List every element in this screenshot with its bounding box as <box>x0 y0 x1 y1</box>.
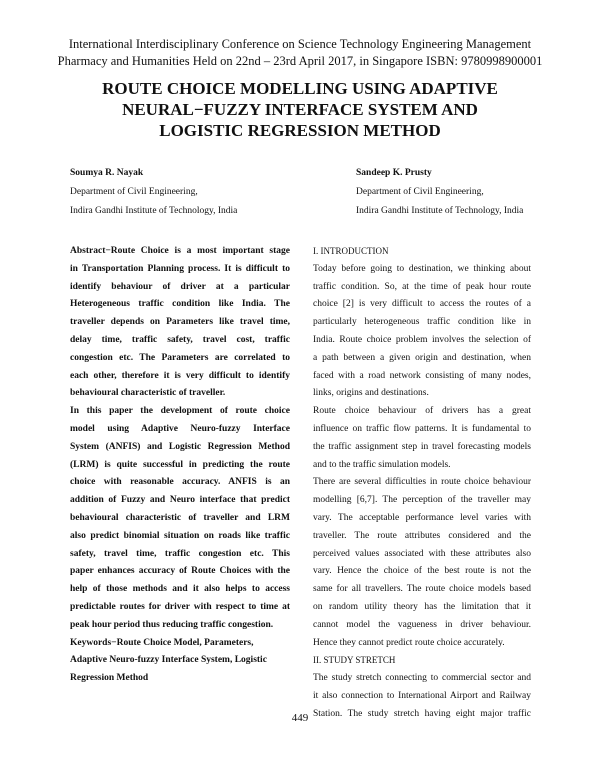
conference-line-1: International Interdisciplinary Conference on Science Technology Engineering Management <box>68 37 532 51</box>
text-line: it also connection to International Airport and Railway <box>313 690 531 701</box>
text-line: India. Route choice problem involves the selection of <box>313 334 531 345</box>
text-line: particularly heterogeneous traffic condition like in <box>313 317 531 328</box>
text-line: faced with a road network consisting of many nodes, <box>313 370 531 381</box>
text-line: on random utility theory has the limitation that it <box>313 601 531 612</box>
conference-header <box>30 36 570 70</box>
text-line: Route choice behaviour of drivers has a great <box>313 406 531 417</box>
text-line: identify behaviour of driver at a particular <box>70 281 290 292</box>
title-line: NEURAL−FUZZY INTERFACE SYSTEM AND <box>122 100 478 119</box>
text-line: Hence they cannot predict route choice accurately. <box>313 637 505 648</box>
text-line: the traffic assignment step in travel forecasting models <box>313 441 531 452</box>
author-name: Sandeep K. Prusty <box>356 168 432 178</box>
author-institute: Indira Gandhi Institute of Technology, India <box>356 206 524 216</box>
text-line: model using Adaptive Neuro-fuzzy Interface <box>70 423 290 434</box>
text-line: modelling [6,7]. The perception of the traveller may <box>313 495 531 506</box>
text-line: vary. The acceptable performance level varies with <box>313 512 531 523</box>
author-block-2 <box>356 164 523 221</box>
text-line: each other, therefore it is very difficult to identify <box>70 370 290 381</box>
text-line: There are several difficulties in route choice behaviour <box>313 477 531 488</box>
text-line: Heterogeneous traffic condition like India. The <box>70 299 290 310</box>
text-line: help of those methods and it also helps to access <box>70 584 290 595</box>
text-line: In this paper the development of route choice <box>70 406 290 417</box>
text-line: behavioural characteristic of traveller. <box>70 388 226 399</box>
author-name: Soumya R. Nayak <box>70 168 144 178</box>
conference-line-2: Pharmacy and Humanities Held on 22nd – 23rd April 2017, in Singapore ISBN: 9780998900001 <box>57 54 543 68</box>
section-heading: II. STUDY STRETCH <box>313 655 396 666</box>
text-line: paper enhances accuracy of Route Choices with the <box>70 566 290 577</box>
text-line: traveller. The route attributes considered and the <box>313 530 531 541</box>
introduction-column <box>313 243 531 724</box>
text-line: influence on traffic flow patterns. It is fundamental to <box>313 423 531 434</box>
author-institute: Indira Gandhi Institute of Technology, India <box>70 206 238 216</box>
author-department: Department of Civil Engineering, <box>70 187 198 197</box>
text-line: Station. The study stretch having eight major traffic <box>313 708 531 719</box>
text-line: Keywords−Route Choice Model, Parameters, <box>70 637 254 648</box>
text-line: safety, travel time, traffic congestion etc. This <box>70 548 290 559</box>
text-line: (LRM) is quite successful in predicting the route <box>70 459 290 470</box>
text-line: Abstract−Route Choice is a most important stage <box>70 246 290 256</box>
section-heading: I. INTRODUCTION <box>313 246 389 256</box>
text-line: congestion etc. The Parameters are correlated to <box>70 352 290 363</box>
text-line: cannot model the vagueness in driver behaviour. <box>313 619 531 630</box>
author-department: Department of Civil Engineering, <box>356 187 484 197</box>
text-line: in Transportation Planning process. It is difficult to <box>70 263 290 274</box>
text-line: The study stretch connecting to commercial sector and <box>313 673 531 684</box>
text-line: and to the traffic simulation models. <box>313 459 451 470</box>
text-line: choice [2] is very difficult to access the routes of a <box>313 299 531 310</box>
page-number: 449 <box>291 712 309 724</box>
text-line: peak hour period thus reducing traffic congestion. <box>70 619 274 630</box>
text-line: same for all travellers. The route choice models based <box>313 584 531 595</box>
text-line: Today before going to destination, we thinking about <box>313 263 531 274</box>
text-line: Regression Method <box>70 673 149 684</box>
title-line: LOGISTIC REGRESSION METHOD <box>159 121 441 140</box>
text-line: behavioural characteristic of traveller and LRM <box>70 512 290 523</box>
text-line: links, origins and destinations. <box>313 388 429 399</box>
text-line: also predict binomial situation on roads like traffic <box>70 530 290 541</box>
text-line: System (ANFIS) and Logistic Regression Method <box>70 441 290 452</box>
text-line: Adaptive Neuro-fuzzy Interface System, Logistic <box>70 655 267 666</box>
text-line: perceived values associated with these attributes also <box>313 548 531 559</box>
text-line: traveller depends on Parameters like travel time, <box>70 317 290 328</box>
author-block-1 <box>70 164 237 221</box>
text-line: addition of Fuzzy and Neuro interface that predict <box>70 495 290 506</box>
paper-title <box>30 78 570 141</box>
text-line: vary. Hence the choice of the best route is not the <box>313 566 531 577</box>
text-line: predictable routes for driver with respect to time at <box>70 601 290 612</box>
abstract-column <box>70 243 290 688</box>
text-line: traffic condition. So, at the time of peak hour route <box>313 281 531 292</box>
text-line: a path between a given origin and destination, when <box>313 352 531 363</box>
title-line: ROUTE CHOICE MODELLING USING ADAPTIVE <box>102 79 498 98</box>
text-line: delay time, traffic safety, travel cost, traffic <box>70 334 290 345</box>
text-line: choice with reasonable accuracy. ANFIS is an <box>70 477 290 488</box>
